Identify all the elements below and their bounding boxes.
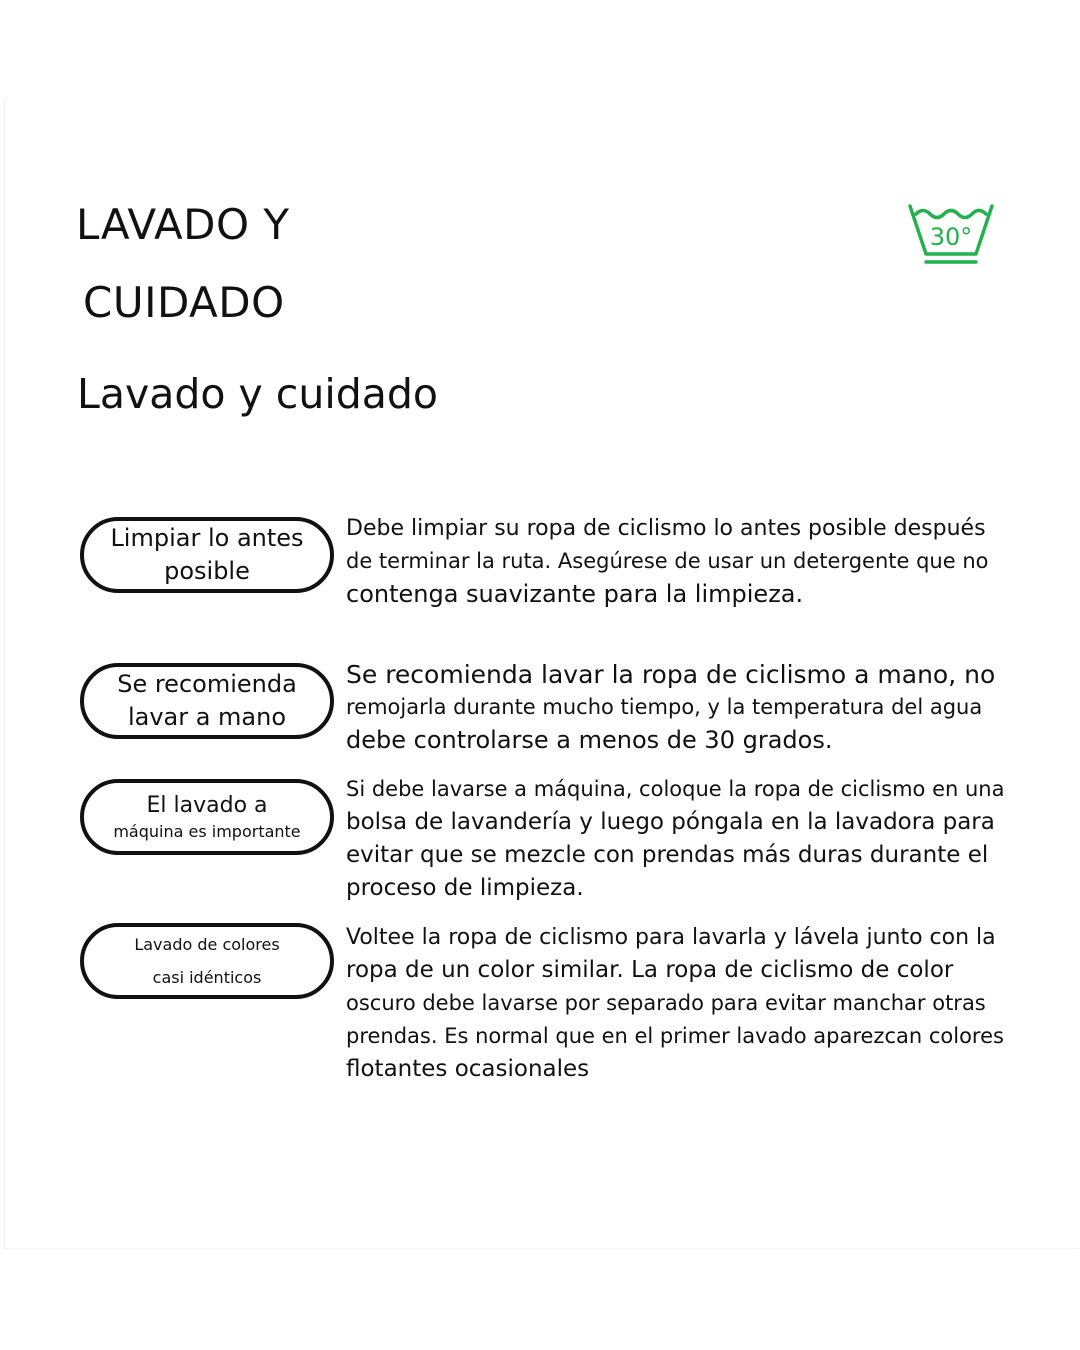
- pill-label-line: Se recomienda: [117, 670, 297, 698]
- wash-temperature-label: 30°: [929, 223, 973, 251]
- description-line: oscuro debe lavarse por separado para evitar manchar otras: [346, 991, 986, 1015]
- page-subtitle: Lavado y cuidado: [77, 370, 438, 418]
- description-similar-colors: [346, 921, 1046, 1086]
- pill-label-line: máquina es importante: [113, 822, 301, 841]
- description-clean-asap: [346, 512, 1046, 611]
- pill-label-hand-wash: [80, 663, 334, 739]
- description-line: Debe limpiar su ropa de ciclismo lo antes posible después: [346, 516, 986, 541]
- description-line: remojarla durante mucho tiempo, y la temperatura del agua: [346, 695, 983, 719]
- description-line: de terminar la ruta. Asegúrese de usar un detergente que no: [346, 549, 989, 573]
- pill-label-line: casi idénticos: [152, 968, 262, 987]
- pill-label-machine-wash: [80, 779, 334, 855]
- pill-label-line: Limpiar lo antes: [110, 524, 304, 552]
- description-line: Se recomienda lavar la ropa de ciclismo a mano, no: [346, 660, 996, 689]
- pill-label-line: lavar a mano: [127, 703, 287, 731]
- description-line: Voltee la ropa de ciclismo para lavarla y lávela junto con la: [346, 925, 996, 950]
- pill-label-line: Lavado de colores: [134, 935, 280, 954]
- page-title-line-2: CUIDADO: [83, 278, 285, 327]
- pill-label-line: posible: [164, 557, 250, 585]
- description-hand-wash: [346, 658, 1046, 757]
- page-title-line-1: LAVADO Y: [76, 200, 290, 249]
- description-line: evitar que se mezcle con prendas más duras durante el: [346, 842, 989, 868]
- pill-label-similar-colors: [80, 923, 334, 999]
- description-line: ropa de un color similar. La ropa de ciclismo de color: [346, 957, 954, 983]
- pill-label-line: El lavado a: [146, 793, 268, 818]
- description-line: proceso de limpieza.: [346, 875, 584, 901]
- description-machine-wash: [346, 773, 1046, 905]
- pill-label-clean-asap: [80, 517, 334, 593]
- description-line: debe controlarse a menos de 30 grados.: [346, 726, 833, 754]
- description-line: prendas. Es normal que en el primer lavado aparezcan colores: [346, 1024, 1004, 1048]
- description-line: contenga suavizante para la limpieza.: [346, 580, 804, 608]
- description-line: Si debe lavarse a máquina, coloque la ropa de ciclismo en una: [346, 777, 1005, 801]
- description-line: bolsa de lavandería y luego póngala en la lavadora para: [346, 809, 995, 835]
- wash-30-icon: [904, 200, 998, 268]
- description-line: flotantes ocasionales: [346, 1056, 590, 1082]
